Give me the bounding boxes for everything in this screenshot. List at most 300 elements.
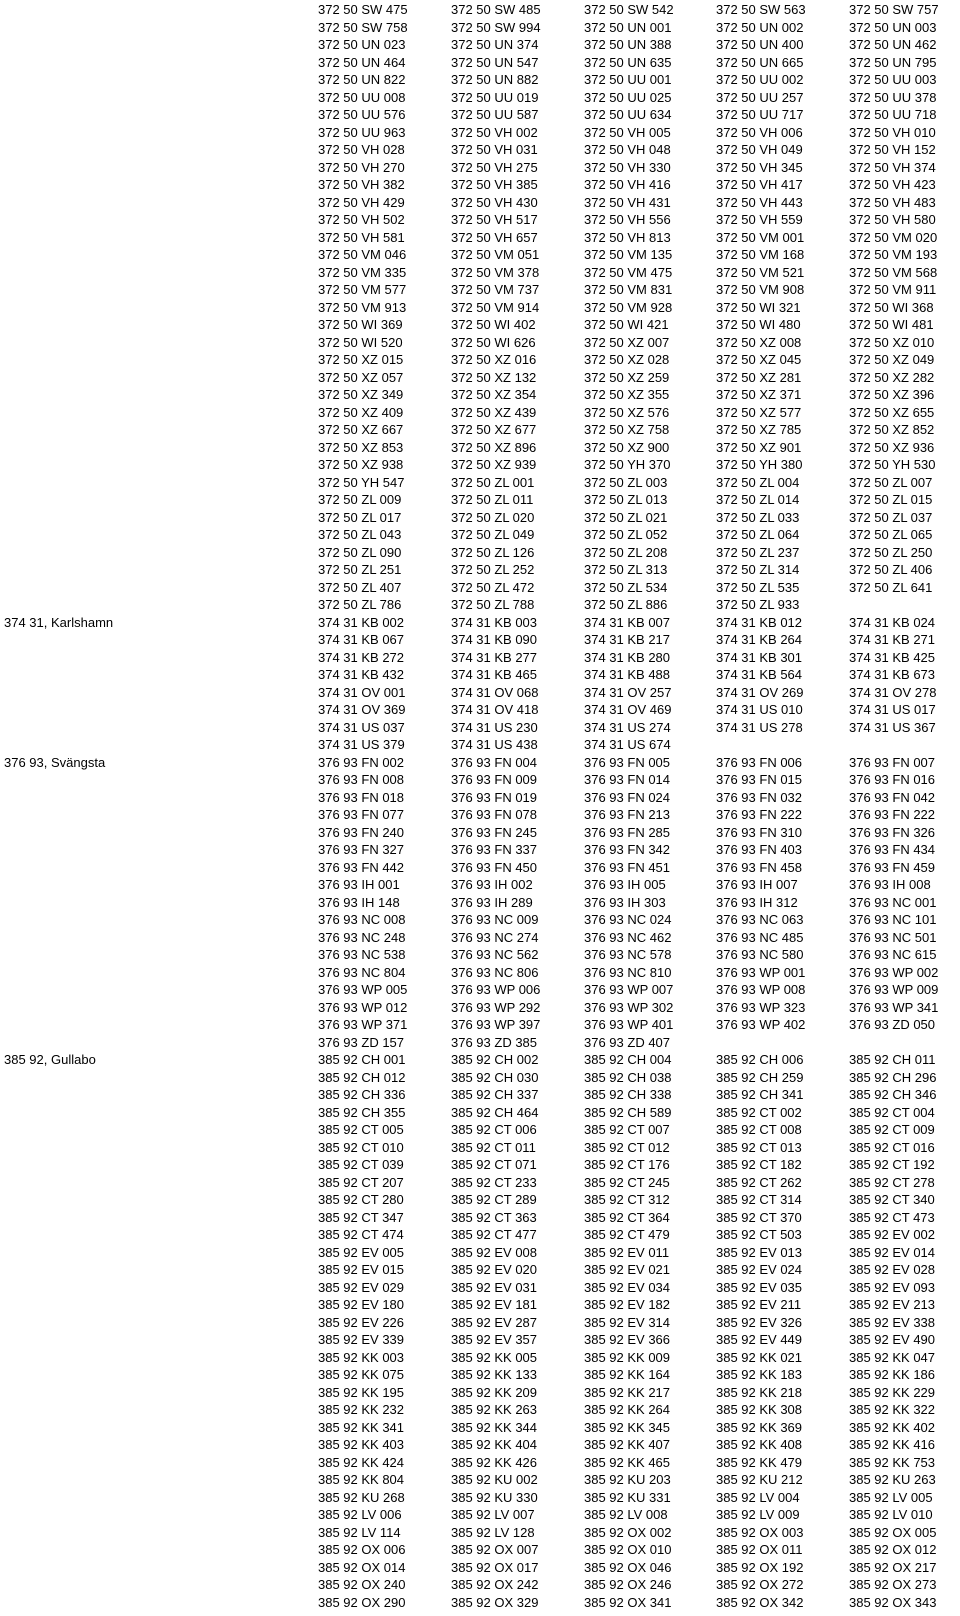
postal-code-cell: 372 50 WI 368 xyxy=(849,299,934,315)
postal-code-cell: 372 50 VH 417 xyxy=(716,177,803,192)
listing-row xyxy=(0,141,960,159)
postal-code-cell: 372 50 SW 563 xyxy=(716,2,806,17)
postal-code-cell: 385 92 OX 273 xyxy=(849,1577,937,1592)
postal-code-cell: 385 92 CT 363 xyxy=(451,1209,537,1225)
postal-code-cell: 385 92 CH 001 xyxy=(318,1052,406,1067)
postal-code-cell: 372 50 VH 559 xyxy=(716,212,803,227)
postal-code-cell: 385 92 CT 477 xyxy=(451,1227,537,1242)
postal-code-cell: 372 50 ZL 033 xyxy=(716,509,800,525)
postal-code-cell: 372 50 VH 423 xyxy=(849,177,936,192)
postal-code-cell: 385 92 LV 114 xyxy=(318,1524,401,1540)
listing-row xyxy=(0,351,960,369)
postal-code-cell: 385 92 KK 753 xyxy=(849,1454,936,1470)
postal-code-cell: 372 50 UU 019 xyxy=(451,89,539,105)
postal-code-cell: 385 92 CH 589 xyxy=(584,1104,672,1120)
postal-code-cell: 372 50 VH 580 xyxy=(849,212,936,227)
postal-code-cell: 385 92 KK 164 xyxy=(584,1367,671,1382)
postal-code-cell: 385 92 EV 008 xyxy=(451,1244,538,1260)
listing-row xyxy=(0,964,960,982)
listing-row xyxy=(0,1,960,19)
postal-code-cell: 372 50 ZL 933 xyxy=(716,597,800,612)
postal-code-cell: 385 92 CT 347 xyxy=(318,1209,404,1225)
postal-code-cell: 376 93 WP 341 xyxy=(849,999,939,1015)
listing-row xyxy=(0,71,960,89)
postal-code-cell: 376 93 IH 303 xyxy=(584,894,666,910)
postal-code-cell: 376 93 ZD 407 xyxy=(584,1034,671,1050)
postal-code-cell: 376 93 NC 008 xyxy=(318,912,406,927)
postal-code-cell: 372 50 VM 914 xyxy=(451,299,540,315)
postal-code-cell: 385 92 CH 011 xyxy=(849,1052,936,1067)
postal-code-cell: 385 92 CT 013 xyxy=(716,1139,802,1155)
postal-code-cell: 376 93 WP 001 xyxy=(716,964,806,980)
postal-code-cell: 385 92 LV 004 xyxy=(716,1489,800,1505)
listing-row xyxy=(0,1156,960,1174)
postal-code-cell: 372 50 XZ 901 xyxy=(716,439,802,455)
postal-code-cell: 376 93 IH 001 xyxy=(318,877,400,892)
postal-code-cell: 372 50 VH 345 xyxy=(716,159,803,175)
postal-code-cell: 385 92 EV 339 xyxy=(318,1332,405,1347)
postal-code-cell: 376 93 FN 442 xyxy=(318,859,405,875)
postal-code-cell: 385 92 KK 322 xyxy=(849,1402,936,1417)
postal-code-cell: 374 31 KB 673 xyxy=(849,667,936,682)
postal-code-cell: 385 92 OX 341 xyxy=(584,1594,672,1610)
postal-code-cell: 374 31 KB 301 xyxy=(716,649,803,665)
listing-row xyxy=(0,789,960,807)
postal-code-cell: 376 93 FN 434 xyxy=(849,842,936,857)
listing-row xyxy=(0,176,960,194)
postal-code-cell: 372 50 SW 994 xyxy=(451,19,541,35)
listing-row xyxy=(0,404,960,422)
postal-code-cell: 372 50 XZ 045 xyxy=(716,352,802,367)
listing-row xyxy=(0,1086,960,1104)
postal-code-cell: 376 93 ZD 050 xyxy=(849,1017,936,1032)
listing-row xyxy=(0,1454,960,1472)
listing-row xyxy=(0,1436,960,1454)
listing-row xyxy=(0,439,960,457)
listing-row xyxy=(0,1016,960,1034)
postal-code-cell: 374 31 US 274 xyxy=(584,719,671,735)
listing-row xyxy=(0,1209,960,1227)
postal-code-cell: 385 92 OX 343 xyxy=(849,1594,937,1610)
postal-code-cell: 385 92 KU 263 xyxy=(849,1472,936,1487)
postal-code-cell: 385 92 CT 192 xyxy=(849,1157,935,1172)
postal-code-cell: 374 31 US 278 xyxy=(716,719,803,735)
postal-code-cell: 372 50 XZ 355 xyxy=(584,387,670,402)
postal-code-cell: 372 50 XZ 281 xyxy=(716,369,802,385)
postal-code-cell: 385 92 EV 005 xyxy=(318,1244,405,1260)
postal-code-cell: 376 93 NC 804 xyxy=(318,964,406,980)
postal-code-cell: 374 31 KB 090 xyxy=(451,632,538,647)
postal-code-cell: 372 50 VM 051 xyxy=(451,247,540,262)
postal-code-cell: 372 50 SW 758 xyxy=(318,19,408,35)
postal-code-cell: 385 92 KK 407 xyxy=(584,1437,671,1452)
postal-code-cell: 372 50 XZ 010 xyxy=(849,334,935,350)
listing-row xyxy=(0,824,960,842)
postal-code-cell: 385 92 EV 357 xyxy=(451,1332,538,1347)
postal-code-cell: 385 92 CT 370 xyxy=(716,1209,802,1225)
postal-code-cell: 376 93 NC 806 xyxy=(451,964,539,980)
listing-row xyxy=(0,1506,960,1524)
postal-code-cell: 385 92 EV 093 xyxy=(849,1279,936,1295)
postal-code-cell: 385 92 EV 314 xyxy=(584,1314,671,1330)
postal-code-cell: 385 92 EV 180 xyxy=(318,1297,405,1312)
postal-code-cell: 385 92 KU 331 xyxy=(584,1489,671,1505)
postal-code-cell: 385 92 EV 338 xyxy=(849,1314,936,1330)
postal-code-cell: 385 92 LV 007 xyxy=(451,1507,535,1522)
postal-code-cell: 385 92 KK 021 xyxy=(716,1349,803,1365)
postal-code-cell: 372 50 XZ 259 xyxy=(584,369,670,385)
postal-code-cell: 385 92 LV 010 xyxy=(849,1507,933,1522)
postal-code-cell: 372 50 UU 576 xyxy=(318,107,406,122)
postal-code-cell: 372 50 UU 634 xyxy=(584,107,672,122)
postal-code-cell: 372 50 VM 521 xyxy=(716,264,805,280)
postal-code-cell: 385 92 KK 263 xyxy=(451,1402,538,1417)
postal-code-cell: 372 50 ZL 014 xyxy=(716,492,800,507)
listing-row xyxy=(0,946,960,964)
postal-code-cell: 385 92 EV 449 xyxy=(716,1332,803,1347)
postal-code-cell: 385 92 KK 416 xyxy=(849,1437,936,1452)
area-label: 385 92, Gullabo xyxy=(4,1052,96,1067)
postal-code-cell: 385 92 EV 490 xyxy=(849,1332,936,1347)
postal-code-cell: 385 92 KU 002 xyxy=(451,1472,538,1487)
postal-code-cell: 385 92 OX 011 xyxy=(716,1542,803,1557)
listing-row xyxy=(0,159,960,177)
listing-row xyxy=(0,106,960,124)
postal-code-cell: 372 50 UU 717 xyxy=(716,107,804,122)
postal-code-cell: 376 93 IH 007 xyxy=(716,877,798,892)
postal-code-cell: 372 50 VH 556 xyxy=(584,212,671,227)
postal-code-cell: 372 50 UN 822 xyxy=(318,72,406,87)
postal-code-cell: 376 93 FN 019 xyxy=(451,789,538,805)
postal-code-cell: 372 50 UN 547 xyxy=(451,54,539,70)
listing-row xyxy=(0,1226,960,1244)
postal-code-cell: 385 92 CT 364 xyxy=(584,1209,670,1225)
postal-code-cell: 372 50 XZ 349 xyxy=(318,387,404,402)
postal-code-cell: 372 50 UU 963 xyxy=(318,124,406,140)
postal-code-cell: 372 50 ZL 407 xyxy=(318,579,402,595)
postal-code-cell: 372 50 VH 431 xyxy=(584,194,671,210)
postal-code-cell: 372 50 ZL 641 xyxy=(849,579,933,595)
listing-row xyxy=(0,491,960,509)
postal-code-cell: 372 50 ZL 237 xyxy=(716,544,800,560)
postal-code-cell: 376 93 IH 312 xyxy=(716,894,798,910)
postal-code-cell: 372 50 VH 005 xyxy=(584,124,671,140)
postal-code-cell: 385 92 CT 245 xyxy=(584,1174,670,1190)
postal-code-cell: 376 93 FN 004 xyxy=(451,754,538,770)
postal-code-cell: 376 93 FN 006 xyxy=(716,754,803,770)
postal-code-cell: 376 93 NC 462 xyxy=(584,929,672,945)
listing-row xyxy=(0,1366,960,1384)
postal-code-cell: 385 92 EV 326 xyxy=(716,1314,803,1330)
listing-row xyxy=(0,89,960,107)
postal-code-cell: 374 31 OV 269 xyxy=(716,684,804,700)
postal-code-cell: 372 50 YH 530 xyxy=(849,457,936,472)
postal-code-cell: 372 50 VM 020 xyxy=(849,229,938,245)
postal-code-cell: 374 31 US 010 xyxy=(716,702,803,717)
listing-row xyxy=(0,1401,960,1419)
postal-code-cell: 372 50 UN 374 xyxy=(451,37,539,52)
postal-code-cell: 385 92 KK 804 xyxy=(318,1472,405,1487)
postal-code-cell: 385 92 KK 345 xyxy=(584,1419,671,1435)
postal-code-cell: 372 50 YH 370 xyxy=(584,457,671,472)
postal-code-cell: 372 50 ZL 003 xyxy=(584,474,668,490)
postal-code-cell: 376 93 WP 302 xyxy=(584,999,674,1015)
postal-code-cell: 376 93 FN 403 xyxy=(716,842,803,857)
postal-code-cell: 372 50 WI 480 xyxy=(716,317,801,332)
postal-code-cell: 385 92 KK 047 xyxy=(849,1349,936,1365)
postal-code-cell: 385 92 EV 211 xyxy=(716,1297,802,1312)
postal-code-cell: 374 31 KB 264 xyxy=(716,632,803,647)
listing-row xyxy=(0,299,960,317)
postal-code-cell: 376 93 NC 024 xyxy=(584,912,672,927)
postal-code-cell: 385 92 EV 020 xyxy=(451,1262,538,1277)
postal-code-cell: 374 31 OV 469 xyxy=(584,702,672,717)
postal-code-cell: 385 92 KK 308 xyxy=(716,1402,803,1417)
postal-code-cell: 372 50 VH 430 xyxy=(451,194,538,210)
postal-code-cell: 372 50 VM 913 xyxy=(318,299,407,315)
listing-row xyxy=(0,614,960,632)
postal-code-cell: 376 93 FN 005 xyxy=(584,754,671,770)
postal-code-cell: 385 92 CH 341 xyxy=(716,1087,804,1102)
postal-code-cell: 385 92 KK 195 xyxy=(318,1384,405,1400)
listing-row xyxy=(0,999,960,1017)
postal-code-cell: 385 92 OX 192 xyxy=(716,1559,804,1575)
postal-code-cell: 385 92 EV 024 xyxy=(716,1262,803,1277)
postal-code-cell: 374 31 KB 564 xyxy=(716,667,803,682)
listing-row xyxy=(0,211,960,229)
listing-row xyxy=(0,1279,960,1297)
postal-code-cell: 372 50 ZL 090 xyxy=(318,544,402,560)
listing-row xyxy=(0,684,960,702)
listing-row xyxy=(0,579,960,597)
area-label: 376 93, Svängsta xyxy=(4,754,106,770)
postal-code-cell: 385 92 KK 404 xyxy=(451,1437,538,1452)
postal-code-cell: 385 92 CH 355 xyxy=(318,1104,406,1120)
listing-row xyxy=(0,859,960,877)
postal-code-cell: 385 92 KK 479 xyxy=(716,1454,803,1470)
postal-code-cell: 372 50 VM 193 xyxy=(849,247,938,262)
postal-code-cell: 372 50 XZ 008 xyxy=(716,334,802,350)
postal-code-cell: 376 93 FN 222 xyxy=(716,807,803,822)
listing-row xyxy=(0,281,960,299)
postal-code-cell: 372 50 XZ 396 xyxy=(849,387,935,402)
postal-code-cell: 376 93 FN 327 xyxy=(318,842,405,857)
postal-code-cell: 372 50 UN 464 xyxy=(318,54,406,70)
postal-code-cell: 385 92 CT 006 xyxy=(451,1122,537,1137)
postal-code-cell: 372 50 WI 321 xyxy=(716,299,801,315)
postal-code-cell: 372 50 VM 831 xyxy=(584,282,673,297)
postal-code-cell: 385 92 CH 296 xyxy=(849,1069,937,1085)
postal-code-cell: 376 93 WP 005 xyxy=(318,982,408,997)
postal-code-cell: 372 50 VH 382 xyxy=(318,177,405,192)
postal-code-cell: 374 31 OV 068 xyxy=(451,684,539,700)
postal-code-cell: 372 50 ZL 126 xyxy=(451,544,535,560)
postal-code-cell: 376 93 IH 289 xyxy=(451,894,533,910)
listing-row xyxy=(0,246,960,264)
listing-row xyxy=(0,1314,960,1332)
postal-code-cell: 372 50 ZL 001 xyxy=(451,474,535,490)
postal-code-cell: 376 93 WP 402 xyxy=(716,1017,806,1032)
listing-row xyxy=(0,1594,960,1612)
postal-code-cell: 374 31 OV 369 xyxy=(318,702,406,717)
postal-code-cell: 385 92 OX 017 xyxy=(451,1559,539,1575)
postal-code-cell: 374 31 OV 001 xyxy=(318,684,406,700)
listing-row xyxy=(0,456,960,474)
postal-code-cell: 385 92 OX 217 xyxy=(849,1559,937,1575)
postal-code-cell: 385 92 CH 004 xyxy=(584,1052,672,1067)
postal-code-cell: 385 92 OX 007 xyxy=(451,1542,539,1557)
postal-code-cell: 385 92 KU 203 xyxy=(584,1472,671,1487)
listing-row xyxy=(0,1541,960,1559)
postal-code-cell: 372 50 UN 388 xyxy=(584,37,672,52)
postal-code-cell: 385 92 CH 030 xyxy=(451,1069,539,1085)
postal-code-cell: 372 50 ZL 535 xyxy=(716,579,800,595)
listing-row xyxy=(0,1524,960,1542)
listing-row xyxy=(0,421,960,439)
postal-code-cell: 385 92 CH 038 xyxy=(584,1069,672,1085)
postal-code-cell: 372 50 VH 502 xyxy=(318,212,405,227)
postal-code-cell: 376 93 NC 274 xyxy=(451,929,539,945)
postal-code-cell: 372 50 WI 626 xyxy=(451,334,536,350)
postal-code-cell: 372 50 ZL 011 xyxy=(451,492,534,507)
postal-code-cell: 372 50 ZL 052 xyxy=(584,527,668,542)
postal-code-cell: 385 92 KK 005 xyxy=(451,1349,538,1365)
postal-code-cell: 376 93 IH 148 xyxy=(318,894,400,910)
postal-code-cell: 385 92 KK 403 xyxy=(318,1437,405,1452)
listing-row xyxy=(0,1034,960,1052)
postal-code-cell: 376 93 FN 007 xyxy=(849,754,936,770)
postal-code-cell: 372 50 XZ 057 xyxy=(318,369,404,385)
postal-code-cell: 372 50 VH 028 xyxy=(318,142,405,157)
postal-code-cell: 385 92 KK 341 xyxy=(318,1419,405,1435)
postal-code-cell: 372 50 XZ 576 xyxy=(584,404,670,420)
postal-code-cell: 372 50 ZL 313 xyxy=(584,562,668,577)
postal-code-cell: 372 50 VM 335 xyxy=(318,264,407,280)
postal-code-cell: 385 92 LV 128 xyxy=(451,1524,535,1540)
postal-code-cell: 372 50 ZL 208 xyxy=(584,544,668,560)
postal-code-cell: 372 50 VM 046 xyxy=(318,247,407,262)
postal-code-cell: 385 92 OX 046 xyxy=(584,1559,672,1575)
postal-code-cell: 372 50 XZ 282 xyxy=(849,369,935,385)
postal-code-cell: 376 93 WP 401 xyxy=(584,1017,674,1032)
postal-code-cell: 374 31 US 367 xyxy=(849,719,936,735)
postal-code-cell: 385 92 CH 006 xyxy=(716,1052,804,1067)
listing-row xyxy=(0,1331,960,1349)
postal-code-cell: 385 92 CT 233 xyxy=(451,1174,537,1190)
postal-code-cell: 385 92 CT 010 xyxy=(318,1139,404,1155)
listing-row xyxy=(0,509,960,527)
postal-code-cell: 372 50 UN 462 xyxy=(849,37,937,52)
postal-code-cell: 374 31 OV 418 xyxy=(451,702,539,717)
postal-code-cell: 385 92 CT 039 xyxy=(318,1157,404,1172)
postal-code-cell: 376 93 FN 310 xyxy=(716,824,803,840)
postal-code-cell: 385 92 CT 004 xyxy=(849,1104,935,1120)
postal-code-cell: 372 50 XZ 900 xyxy=(584,439,670,455)
postal-code-cell: 372 50 UN 001 xyxy=(584,19,672,35)
postal-code-cell: 376 93 NC 248 xyxy=(318,929,406,945)
listing-row xyxy=(0,876,960,894)
listing-row xyxy=(0,54,960,72)
postal-code-cell: 372 50 VH 374 xyxy=(849,159,936,175)
listing-row xyxy=(0,544,960,562)
postal-code-cell: 385 92 EV 029 xyxy=(318,1279,405,1295)
postal-code-cell: 376 93 FN 009 xyxy=(451,772,538,787)
postal-code-cell: 372 50 UU 001 xyxy=(584,72,672,87)
postal-code-cell: 376 93 ZD 385 xyxy=(451,1034,538,1050)
postal-code-cell: 385 92 CT 479 xyxy=(584,1227,670,1242)
postal-code-cell: 372 50 UU 025 xyxy=(584,89,672,105)
postal-code-cell: 385 92 KK 218 xyxy=(716,1384,803,1400)
postal-code-cell: 372 50 ZL 017 xyxy=(318,509,402,525)
postal-code-cell: 385 92 CT 009 xyxy=(849,1122,935,1137)
postal-code-cell: 374 31 KB 488 xyxy=(584,667,671,682)
postal-code-cell: 385 92 CH 337 xyxy=(451,1087,539,1102)
postal-code-cell: 372 50 ZL 064 xyxy=(716,527,800,542)
postal-code-cell: 385 92 EV 366 xyxy=(584,1332,671,1347)
postal-code-cell: 372 50 ZL 020 xyxy=(451,509,535,525)
postal-code-cell: 376 93 FN 451 xyxy=(584,859,671,875)
postal-code-cell: 372 50 XZ 938 xyxy=(318,457,404,472)
postal-code-cell: 372 50 XZ 439 xyxy=(451,404,537,420)
postal-code-cell: 385 92 KU 212 xyxy=(716,1472,803,1487)
postal-code-cell: 374 31 US 438 xyxy=(451,737,538,752)
listing-row xyxy=(0,631,960,649)
postal-code-cell: 376 93 ZD 157 xyxy=(318,1034,405,1050)
postal-code-cell: 376 93 FN 077 xyxy=(318,807,405,822)
postal-code-cell: 385 92 OX 242 xyxy=(451,1577,539,1592)
postal-code-cell: 376 93 NC 063 xyxy=(716,912,804,927)
postal-code-cell: 385 92 CH 338 xyxy=(584,1087,672,1102)
postal-code-cell: 385 92 OX 005 xyxy=(849,1524,937,1540)
listing-row xyxy=(0,194,960,212)
listing-row xyxy=(0,754,960,772)
postal-code-cell: 372 50 UN 882 xyxy=(451,72,539,87)
postal-code-cell: 376 93 WP 012 xyxy=(318,999,408,1015)
listing-row xyxy=(0,1174,960,1192)
postal-code-cell: 385 92 OX 329 xyxy=(451,1594,539,1610)
postal-code-cell: 372 50 XZ 936 xyxy=(849,439,935,455)
postal-code-cell: 372 50 WI 369 xyxy=(318,317,403,332)
listing-row xyxy=(0,929,960,947)
postal-code-cell: 376 93 FN 015 xyxy=(716,772,803,787)
postal-code-cell: 385 92 CT 503 xyxy=(716,1227,802,1242)
postal-code-cell: 372 50 VH 813 xyxy=(584,229,671,245)
postal-code-cell: 385 92 OX 002 xyxy=(584,1524,672,1540)
listing-row xyxy=(0,316,960,334)
postal-code-cell: 385 92 EV 035 xyxy=(716,1279,803,1295)
postal-code-cell: 385 92 KK 344 xyxy=(451,1419,538,1435)
postal-code-cell: 372 50 ZL 043 xyxy=(318,527,402,542)
postal-code-cell: 376 93 FN 032 xyxy=(716,789,803,805)
postal-code-cell: 372 50 ZL 037 xyxy=(849,509,933,525)
postal-code-cell: 374 31 US 674 xyxy=(584,737,671,752)
postal-code-cell: 376 93 WP 397 xyxy=(451,1017,541,1032)
postal-code-cell: 385 92 KK 426 xyxy=(451,1454,538,1470)
postal-code-cell: 376 93 NC 578 xyxy=(584,947,672,962)
postal-code-cell: 385 92 OX 010 xyxy=(584,1542,672,1557)
postal-code-cell: 385 92 CT 176 xyxy=(584,1157,670,1172)
postal-code-cell: 376 93 FN 042 xyxy=(849,789,936,805)
postal-code-cell: 372 50 ZL 009 xyxy=(318,492,402,507)
postal-code-cell: 374 31 US 037 xyxy=(318,719,405,735)
postal-code-cell: 374 31 KB 007 xyxy=(584,614,671,630)
listing-row xyxy=(0,36,960,54)
postal-code-cell: 376 93 FN 285 xyxy=(584,824,671,840)
postal-code-cell: 385 92 KK 465 xyxy=(584,1454,671,1470)
postal-code-cell: 376 93 FN 014 xyxy=(584,772,671,787)
listing-row xyxy=(0,719,960,737)
listing-row xyxy=(0,1349,960,1367)
